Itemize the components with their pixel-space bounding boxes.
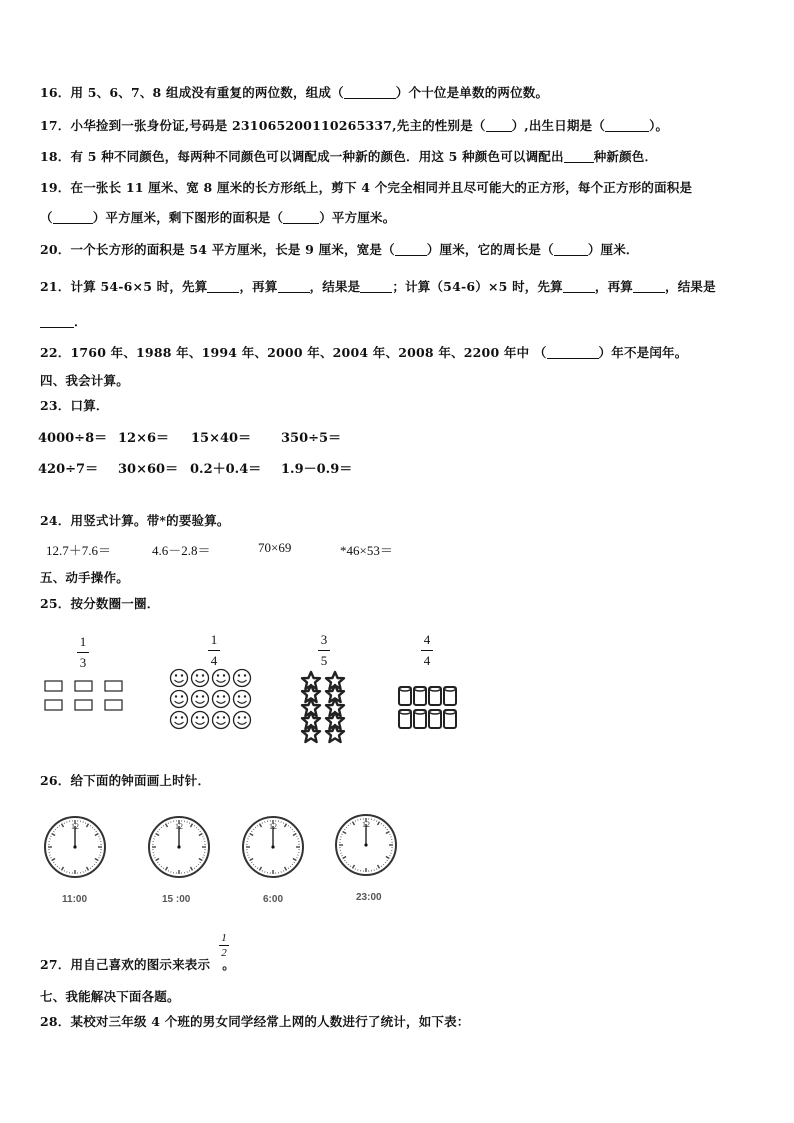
numerator: 1 [210, 632, 218, 647]
q22-answer-blank[interactable] [547, 346, 599, 359]
clock-label-1: 11:00 [62, 894, 88, 905]
question-17 [40, 116, 668, 134]
q24-item-3: 70×69 [258, 540, 292, 555]
question-23-title: 23．口算． [40, 398, 109, 413]
q20-text-mid: ）厘米，它的周长是（ [426, 242, 554, 257]
q21-blank-2[interactable] [278, 280, 310, 293]
q18-text-post: 种新颜色． [593, 149, 658, 164]
q24-item-4: *46×53＝ [340, 543, 393, 558]
fraction-3-5 [314, 632, 334, 669]
question-28: 28．某校对三年级 4 个班的男女同学经常上网的人数进行了统计，如下表： [40, 1014, 470, 1029]
question-25-title: 25．按分数圈一圈． [40, 596, 160, 611]
smiley-faces-group-icon[interactable] [168, 668, 252, 730]
q23-item: 420÷7＝ [38, 462, 99, 477]
q19-text-c: ）平方厘米。 [319, 210, 396, 225]
q23-item: 30×60＝ [118, 462, 179, 477]
fraction-1-4 [204, 632, 224, 669]
section-7-heading: 七、我能解决下面各题。 [40, 989, 180, 1004]
clock-label-4: 23:00 [356, 892, 382, 903]
question-21 [40, 277, 716, 295]
clock-face-icon[interactable] [146, 814, 212, 880]
numerator: 1 [79, 634, 87, 649]
q21-blank-6[interactable] [40, 315, 74, 328]
clock-center [177, 845, 180, 848]
denominator: 5 [320, 653, 328, 668]
q21-blank-5[interactable] [633, 280, 665, 293]
q17-birthdate-blank[interactable] [605, 119, 649, 132]
denominator: 4 [210, 653, 218, 668]
q19-square-area-blank[interactable] [53, 211, 93, 224]
clock-center [364, 843, 367, 846]
q23-item: 4000÷8＝ [38, 431, 108, 446]
question-27 [40, 955, 235, 973]
q17-text-post: ）。 [649, 118, 669, 133]
q20-text-post: ）厘米． [587, 242, 639, 257]
fraction-bar [421, 650, 433, 651]
q23-item: 12×6＝ [118, 431, 170, 446]
question-20 [40, 240, 639, 258]
fraction-bar [77, 652, 89, 653]
q24-item-1: 12.7＋7.6＝ [46, 543, 112, 558]
clock-face-icon[interactable] [42, 814, 108, 880]
q21-text-end: ． [74, 314, 87, 329]
denominator: 2 [221, 947, 227, 959]
q21-blank-3[interactable] [360, 280, 392, 293]
denominator: 4 [423, 653, 431, 668]
fraction-bar [219, 945, 229, 946]
q22-text-post: ）年不是闰年。 [598, 345, 688, 360]
question-18 [40, 147, 657, 165]
q17-text-pre: 17．小华捡到一张身份证,号码是 231065200110265337,先主的性别是（ [40, 118, 486, 133]
q27-text-pre: 27．用自己喜欢的图示来表示 [40, 957, 211, 972]
clock-center [271, 845, 274, 848]
denominator: 3 [79, 655, 87, 670]
q18-text-pre: 18．有 5 种不同颜色，每两种不同颜色可以调配成一种新的颜色．用这 5 种颜色可以调配出 [40, 149, 564, 164]
question-24-title: 24．用竖式计算。带*的要验算。 [40, 513, 230, 528]
q16-text-post: ）个十位是单数的两位数。 [395, 85, 549, 100]
clock-number: 12 [71, 822, 79, 831]
q22-text-pre: 22．1760 年、1988 年、1994 年、2000 年、2004 年、2008 年、2200 年中 （ [40, 345, 547, 360]
q21-blank-1[interactable] [207, 280, 239, 293]
q18-answer-blank[interactable] [564, 150, 594, 163]
question-16 [40, 83, 548, 101]
q21-blank-4[interactable] [563, 280, 595, 293]
question-19-line1: 19．在一张长 11 厘米、宽 8 厘米的长方形纸上，剪下 4 个完全相同并且尽可能大的正方形，每个正方形的面积是 [40, 180, 693, 195]
question-22 [40, 343, 687, 361]
clock-center [73, 845, 76, 848]
q23-item: 15×40＝ [191, 431, 252, 446]
q23-item: 350÷5＝ [281, 431, 342, 446]
q20-perimeter-blank[interactable] [554, 243, 588, 256]
question-19-line2 [40, 208, 395, 226]
fraction-bar [318, 650, 330, 651]
clock-face-icon[interactable] [240, 814, 306, 880]
question-26-title: 26．给下面的钟面画上时针． [40, 773, 211, 788]
q23-item: 1.9－0.9＝ [281, 462, 353, 477]
q27-fraction [218, 932, 230, 959]
q21-text-a: 21．计算 54-6×5 时，先算 [40, 279, 208, 294]
numerator: 3 [320, 632, 328, 647]
fraction-bar [208, 650, 220, 651]
q21-text-d: ；计算（54-6）×5 时，先算 [392, 279, 563, 294]
q21-text-c: ，结果是 [309, 279, 361, 294]
rectangles-group-icon[interactable] [44, 679, 124, 713]
q21-text-b: ，再算 [239, 279, 278, 294]
clock-number: 12 [175, 822, 183, 831]
q27-text-post: 。 [222, 957, 235, 972]
numerator: 1 [221, 932, 227, 944]
q21-text-e: ，再算 [594, 279, 633, 294]
question-21-line2 [40, 312, 87, 330]
q16-answer-blank[interactable] [344, 86, 396, 99]
q19-text-b: ）平方厘米，剩下图形的面积是（ [92, 210, 284, 225]
q19-remaining-area-blank[interactable] [283, 211, 319, 224]
clock-label-2: 15 :00 [162, 894, 191, 905]
q17-gender-blank[interactable] [486, 119, 512, 132]
section-5-heading: 五、动手操作。 [40, 570, 129, 585]
q16-text-pre: 16．用 5、6、7、8 组成没有重复的两位数，组成（ [40, 85, 344, 100]
clock-number: 12 [362, 820, 370, 829]
q19-text-a: （ [40, 210, 53, 225]
fraction-1-3 [73, 634, 93, 671]
clock-face-icon[interactable] [333, 812, 399, 878]
cylinders-group-icon[interactable] [397, 684, 461, 732]
numerator: 4 [423, 632, 431, 647]
q24-item-2: 4.6－2.8＝ [152, 543, 211, 558]
q20-width-blank[interactable] [395, 243, 427, 256]
section-4-heading: 四、我会计算。 [40, 373, 129, 388]
q21-text-f: ，结果是 [665, 279, 716, 294]
fraction-4-4 [417, 632, 437, 669]
clock-label-3: 6:00 [263, 894, 284, 905]
q20-text-pre: 20．一个长方形的面积是 54 平方厘米，长是 9 厘米，宽是（ [40, 242, 395, 257]
q23-item: 0.2＋0.4＝ [190, 462, 262, 477]
stars-group-icon[interactable] [296, 670, 350, 746]
clock-number: 12 [269, 822, 277, 831]
q17-text-mid: ）,出生日期是（ [511, 118, 606, 133]
